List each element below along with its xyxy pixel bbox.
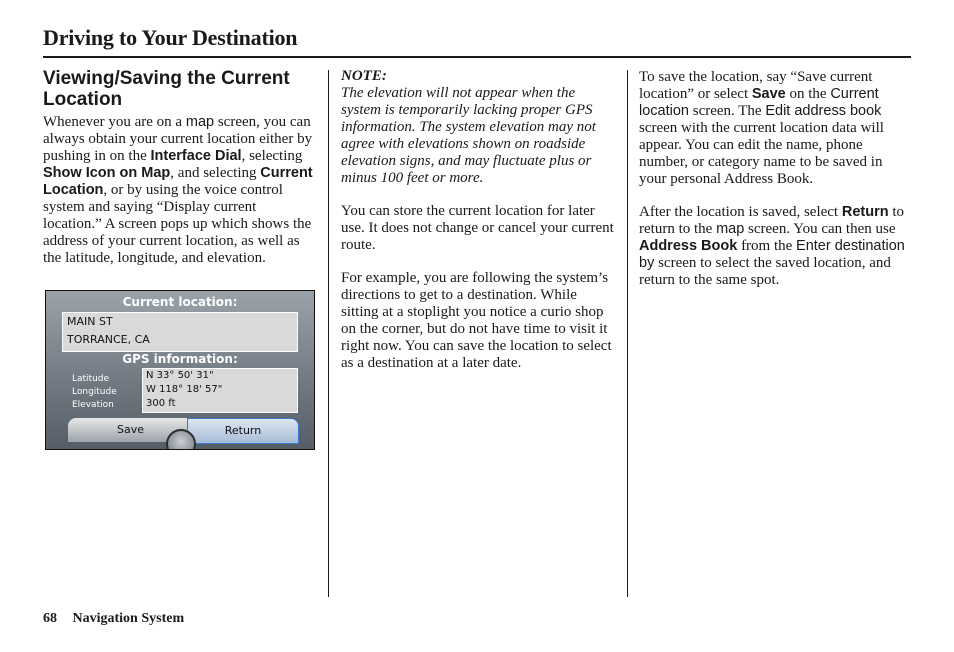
ui-term: Edit address book — [765, 103, 882, 119]
current-location-heading: Current location: — [122, 295, 238, 309]
longitude-value: W 118° 18' 57" — [146, 384, 223, 395]
col3-paragraph-1 — [639, 69, 911, 188]
note-text: The elevation will not appear when the system is temporarily lacking proper GPS information. The system elevation may not agree with elevations shown on roadside elevation signs, and may fluctuate plus or minus 100 feet or more. — [341, 85, 596, 186]
ui-term: Interface Dial — [150, 148, 242, 164]
latitude-value: N 33° 50' 31" — [146, 370, 214, 381]
page-title: Driving to Your Destination — [43, 25, 298, 50]
title-rule — [43, 56, 911, 58]
text-run: screen with the current location data will appear. You can edit the name, phone number, or category name to be saved in your personal Address Book. — [639, 120, 884, 187]
text-run: on the — [785, 86, 831, 102]
column-3 — [639, 69, 911, 305]
text-run: screen. The — [688, 103, 766, 119]
ui-term: Enter destination by — [639, 238, 905, 271]
longitude-label: Longitude — [72, 387, 117, 397]
column-divider-2 — [627, 70, 628, 597]
text-run: from the — [737, 238, 797, 254]
text-run: screen to select the saved location, and return to the same spot. — [639, 255, 891, 288]
page-footer — [43, 611, 196, 627]
text-run: screen. You can then use — [744, 221, 896, 237]
text-run: , or by using the voice control system and saying “Display current location.” A screen pops up which shows the address of your current location, as well as the latitude, longitude, and elevation. — [43, 182, 312, 266]
col3-paragraph-2 — [639, 204, 911, 289]
column-1 — [43, 68, 315, 283]
section-heading: Viewing/Saving the Current Location — [43, 68, 290, 110]
return-button[interactable]: Return — [187, 418, 299, 444]
address-box — [62, 312, 298, 352]
gps-values-box — [142, 368, 298, 413]
column-divider-1 — [328, 70, 329, 597]
ui-term: map — [716, 221, 745, 237]
note-block — [341, 68, 617, 187]
save-button[interactable]: Save — [68, 418, 193, 442]
text-run: to return to the — [639, 204, 905, 237]
text-run: screen, you can always obtain your current location either by pushing in on the — [43, 114, 313, 164]
note-label: NOTE: — [341, 68, 387, 84]
col1-paragraph-1 — [43, 114, 315, 267]
address-line-2: TORRANCE, CA — [67, 333, 150, 346]
address-line-1: MAIN ST — [67, 315, 113, 328]
latitude-label: Latitude — [72, 374, 110, 384]
page-number: 68 — [43, 611, 57, 626]
col2-paragraph-1: You can store the current location for later use. It does not change or cancel your current route. — [341, 203, 614, 253]
ui-term: Current location — [639, 86, 879, 119]
text-run: To save the location, say “Save current location” or select — [639, 69, 873, 102]
text-run: After the location is saved, select — [639, 204, 842, 220]
elevation-value: 300 ft — [146, 398, 176, 409]
ui-term: Current Location — [43, 165, 313, 198]
ui-term: Save — [751, 86, 786, 102]
text-run: , selecting — [241, 148, 303, 164]
ui-term: Show Icon on Map — [43, 165, 171, 181]
current-location-screen — [45, 290, 315, 450]
ui-term: Return — [841, 204, 889, 220]
col2-paragraph-2: For example, you are following the system’s directions to get to a destination. While sitting at a stoplight you notice a curio shop on the corner, but do not have time to visit it right now. You can save the location to select as a destination at a later date. — [341, 270, 612, 371]
elevation-label: Elevation — [72, 400, 114, 410]
footer-section: Navigation System — [72, 611, 185, 626]
gps-heading: GPS information: — [122, 352, 238, 366]
ui-term: Address Book — [639, 238, 738, 254]
gps-labels — [72, 373, 117, 412]
text-run: Whenever you are on a — [43, 114, 186, 130]
ui-term: map — [185, 114, 215, 130]
column-2 — [341, 68, 617, 388]
text-run: , and selecting — [170, 165, 261, 181]
